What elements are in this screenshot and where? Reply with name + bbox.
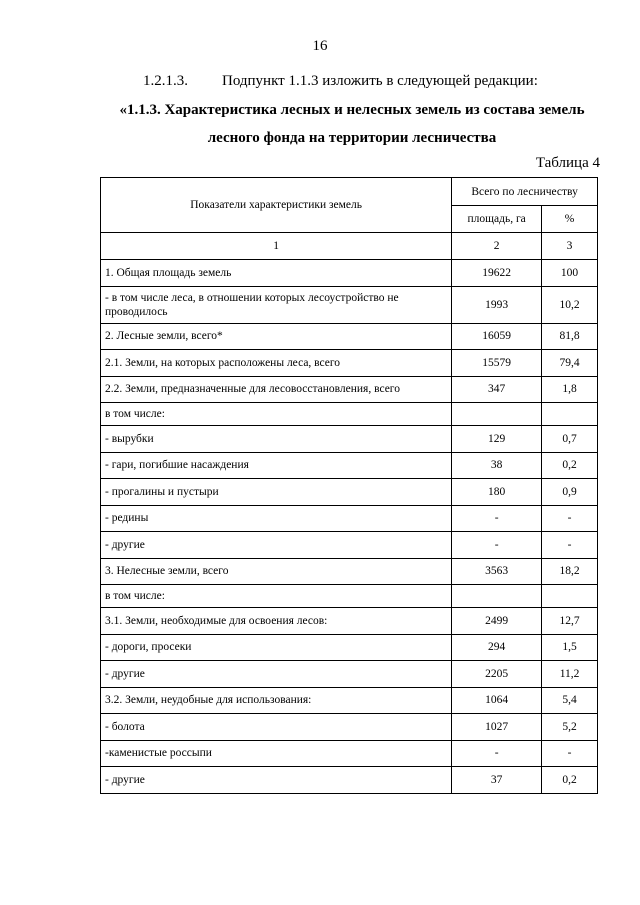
table-row: [101, 585, 598, 608]
row-label: - редины: [101, 505, 452, 532]
row-percent: 79,4: [542, 350, 598, 377]
row-label: -каменистые россыпи: [101, 740, 452, 767]
row-label: - другие: [101, 661, 452, 688]
index-cell: 3: [542, 233, 598, 260]
row-label: - дороги, просеки: [101, 634, 452, 661]
page-number: 16: [312, 38, 328, 54]
row-area: 38: [452, 452, 542, 479]
row-area: 19622: [452, 260, 542, 287]
row-label: 2.2. Земли, предназначенные для лесовосстановления, всего: [101, 376, 452, 403]
row-area: -: [452, 740, 542, 767]
row-percent: 1,8: [542, 376, 598, 403]
row-label: - гари, погибшие насаждения: [101, 452, 452, 479]
row-label: 3.2. Земли, неудобные для использования:: [101, 687, 452, 714]
row-percent: 18,2: [542, 558, 598, 585]
row-area: 1027: [452, 714, 542, 741]
row-area: 129: [452, 426, 542, 453]
table-header-row: [101, 178, 598, 206]
table-row: [101, 767, 598, 794]
row-label: - болота: [101, 714, 452, 741]
header-indicator: Показатели характеристики земель: [101, 178, 452, 233]
row-percent: 0,2: [542, 452, 598, 479]
table-row: [101, 376, 598, 403]
row-label: - вырубки: [101, 426, 452, 453]
row-percent: 81,8: [542, 323, 598, 350]
row-area: 2499: [452, 608, 542, 635]
table-row: [101, 260, 598, 287]
intro-text: Подпункт 1.1.3 изложить в следующей редакции:: [222, 73, 538, 89]
row-percent: 5,4: [542, 687, 598, 714]
row-label: в том числе:: [101, 403, 452, 426]
table-row: [101, 403, 598, 426]
row-percent: 10,2: [542, 286, 598, 323]
row-area: 1993: [452, 286, 542, 323]
table-row: [101, 558, 598, 585]
table-row: [101, 350, 598, 377]
table-row: [101, 323, 598, 350]
section-heading-line1: «1.1.3. Характеристика лесных и нелесных земель из состава земель: [119, 102, 585, 118]
row-percent: 0,2: [542, 767, 598, 794]
table-row: [101, 286, 598, 323]
row-area: [452, 403, 542, 426]
row-area: -: [452, 532, 542, 559]
row-label: 3.1. Земли, необходимые для освоения лесов:: [101, 608, 452, 635]
table-row: [101, 532, 598, 559]
row-percent: 100: [542, 260, 598, 287]
table-row: [101, 687, 598, 714]
row-label: - в том числе леса, в отношении которых лесоустройство не проводилось: [101, 286, 452, 323]
table-row: [101, 740, 598, 767]
index-cell: 1: [101, 233, 452, 260]
row-area: 15579: [452, 350, 542, 377]
row-area: -: [452, 505, 542, 532]
header-area: площадь, га: [452, 206, 542, 233]
row-label: 3. Нелесные земли, всего: [101, 558, 452, 585]
table-index-row: [101, 233, 598, 260]
row-percent: 1,5: [542, 634, 598, 661]
table-row: [101, 505, 598, 532]
row-label: - другие: [101, 532, 452, 559]
row-area: 180: [452, 479, 542, 506]
section-heading-line2: лесного фонда на территории лесничества: [207, 130, 497, 146]
header-percent: %: [542, 206, 598, 233]
row-area: 2205: [452, 661, 542, 688]
row-percent: -: [542, 740, 598, 767]
row-label: в том числе:: [101, 585, 452, 608]
row-area: 347: [452, 376, 542, 403]
row-label: - прогалины и пустыри: [101, 479, 452, 506]
land-characteristics-table: [100, 177, 598, 794]
table-row: [101, 479, 598, 506]
row-percent: 5,2: [542, 714, 598, 741]
index-cell: 2: [452, 233, 542, 260]
row-label: 1. Общая площадь земель: [101, 260, 452, 287]
row-percent: -: [542, 532, 598, 559]
row-area: 1064: [452, 687, 542, 714]
row-percent: 0,9: [542, 479, 598, 506]
row-percent: [542, 403, 598, 426]
table-caption: Таблица 4: [535, 155, 600, 171]
header-total-group: Всего по лесничеству: [452, 178, 598, 206]
row-area: 3563: [452, 558, 542, 585]
table-row: [101, 608, 598, 635]
intro-number: 1.2.1.3.: [143, 73, 188, 89]
row-percent: 11,2: [542, 661, 598, 688]
table-row: [101, 714, 598, 741]
row-label: 2.1. Земли, на которых расположены леса, всего: [101, 350, 452, 377]
table-row: [101, 634, 598, 661]
row-percent: [542, 585, 598, 608]
row-label: 2. Лесные земли, всего*: [101, 323, 452, 350]
row-percent: 0,7: [542, 426, 598, 453]
table-row: [101, 661, 598, 688]
row-area: 16059: [452, 323, 542, 350]
row-percent: -: [542, 505, 598, 532]
row-area: 294: [452, 634, 542, 661]
row-label: - другие: [101, 767, 452, 794]
row-percent: 12,7: [542, 608, 598, 635]
table-row: [101, 426, 598, 453]
intro-line: [143, 73, 538, 90]
row-area: [452, 585, 542, 608]
table-row: [101, 452, 598, 479]
row-area: 37: [452, 767, 542, 794]
